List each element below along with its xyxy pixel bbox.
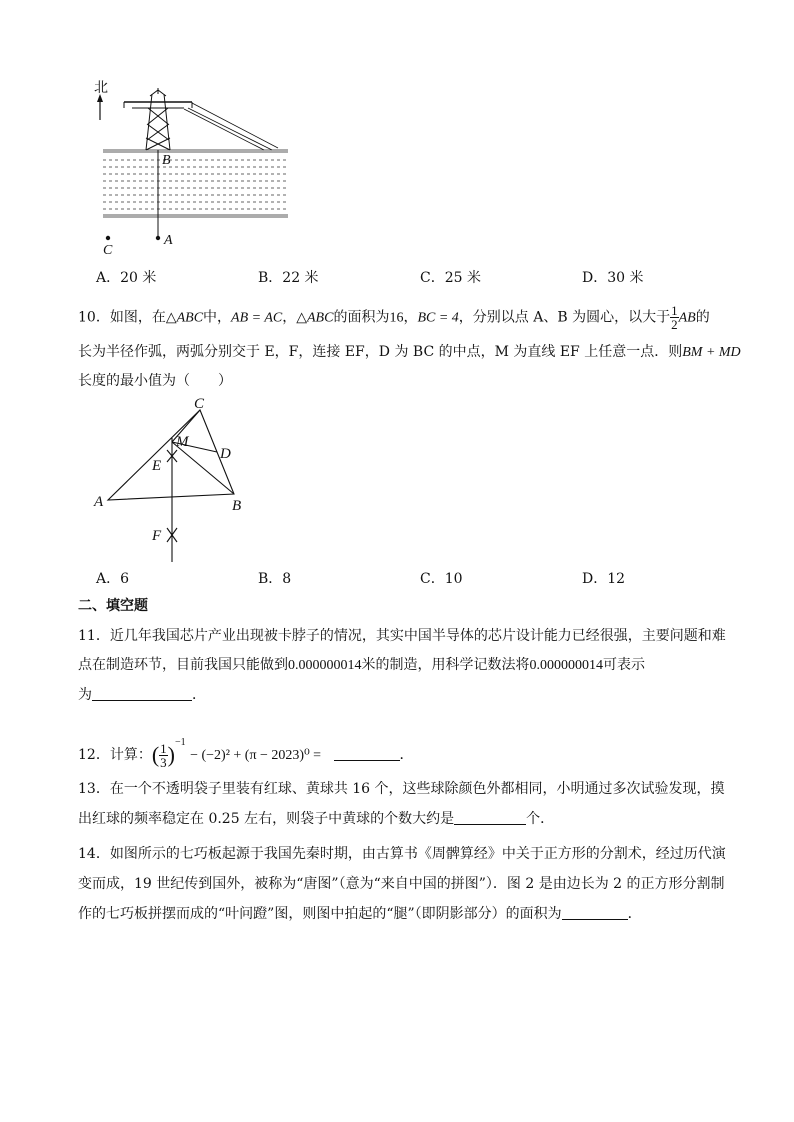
answer-blank[interactable] — [562, 905, 628, 920]
q10-line-3: 长度的最小值为（ ） — [78, 373, 232, 389]
label-f: F — [152, 528, 162, 544]
label-a: A — [94, 494, 104, 510]
q14-line-3: 作的七巧板拼摆而成的“叶问蹬”图，则图中拍起的“腿”（即阴影部分）的面积为 ． — [78, 906, 642, 922]
q9-option-c: C．25 米 — [420, 270, 481, 286]
q9-option-a: A．20 米 — [96, 270, 157, 286]
q10-option-c: C．10 — [420, 571, 463, 587]
q10-line-1: 10．如图，在△ABC中，AB = AC，△ABC的面积为16，BC = 4，分别以点 A、B 为圆心，以大于 $\frac{1}{2}$ AB的 — [78, 303, 710, 332]
q13-line-2: 出红球的频率稳定在 0.25 左右，则袋子中黄球的个数大约是 个． — [78, 811, 555, 827]
q12-line: 12．计算：( $\frac{1}{3}$ )$^{-1}$ − (−2)² + (π − 2023)⁰ = ． — [78, 737, 414, 770]
point-c-dot — [106, 236, 110, 240]
q10-option-d: D．12 — [582, 571, 626, 587]
label-b: B — [232, 498, 242, 514]
label-c: C — [194, 396, 205, 412]
answer-blank[interactable] — [92, 686, 192, 701]
q11-line-3: 为 ． — [78, 687, 206, 703]
q10-option-b: B．8 — [258, 571, 292, 587]
answer-blank[interactable] — [334, 746, 400, 761]
label-d: D — [220, 446, 231, 462]
q10-line-2: 长为半径作弧，两弧分别交于 E，F，连接 EF，D 为 BC 的中点，M 为直线 EF 上任意一点．则BM + MD — [78, 344, 741, 360]
north-label: 北 — [94, 80, 108, 96]
q13-line-1: 13．在一个不透明袋子里装有红球、黄球共 16 个，这些球除颜色外都相同，小明通过多次试验发现，摸 — [78, 781, 725, 797]
q11-line-1: 11．近几年我国芯片产业出现被卡脖子的情况，其实中国半导体的芯片设计能力已经很强，主要问题和难 — [78, 628, 726, 644]
q14-line-1: 14．如图所示的七巧板起源于我国先秦时期，由古算书《周髀算经》中关于正方形的分割术，经过历代演 — [78, 846, 726, 862]
q9-option-b: B．22 米 — [258, 270, 319, 286]
q10-option-a: A．6 — [96, 571, 130, 587]
river-tower-figure — [88, 78, 298, 256]
q12-fraction: $\frac{1}{3}$ — [160, 740, 167, 770]
label-m: M — [176, 434, 189, 450]
triangle-figure — [90, 396, 260, 572]
q11-line-2: 点在制造环节，目前我国只能做到0.000000014米的制造，用科学记数法将0.000000014可表示 — [78, 657, 645, 673]
label-e: E — [152, 458, 162, 474]
water-dashes — [103, 160, 288, 209]
point-a-dot — [156, 236, 160, 240]
label-b: B — [162, 153, 171, 168]
section-heading: 二、填空题 — [78, 598, 148, 614]
label-a: A — [164, 233, 173, 248]
answer-blank[interactable] — [454, 810, 526, 825]
q9-option-d: D．30 米 — [582, 270, 644, 286]
q14-line-2: 变而成，19 世纪传到国外，被称为“唐图”（意为“来自中国的拼图”）．图 2 是由边长为 2 的正方形分割制 — [78, 876, 725, 892]
power-cables — [184, 103, 278, 150]
power-tower — [124, 88, 192, 150]
label-c: C — [103, 243, 113, 256]
q10-fraction: $\frac{1}{2}$ — [671, 303, 678, 332]
